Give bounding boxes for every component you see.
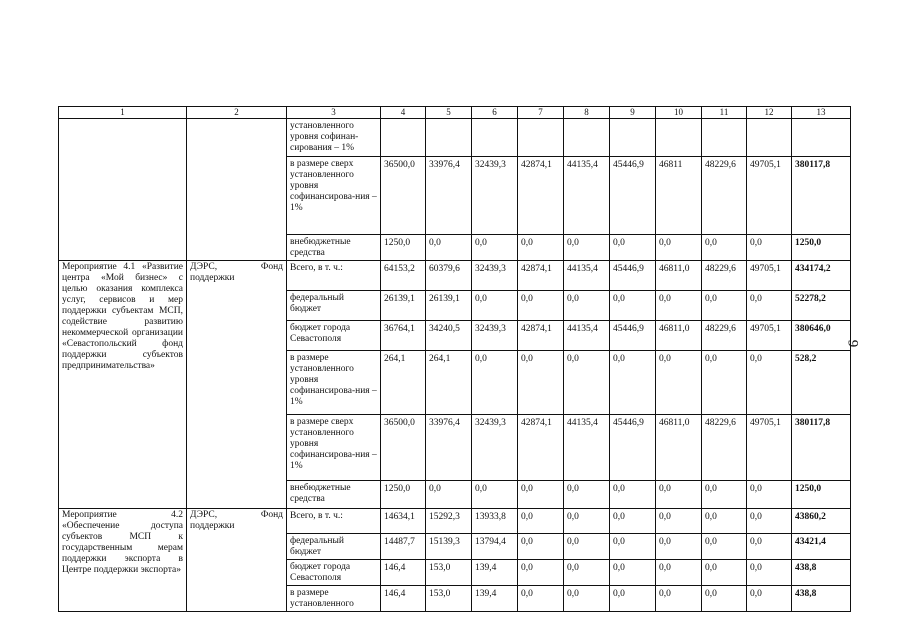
total-value-cell: 43860,2 — [792, 509, 851, 534]
year-value-cell: 0,0 — [656, 509, 702, 534]
year-value-cell: 0,0 — [426, 235, 472, 261]
year-value-cell: 264,1 — [426, 351, 472, 415]
year-value-cell: 45446,9 — [610, 157, 656, 235]
financing-table — [58, 106, 851, 612]
year-value-cell: 0,0 — [564, 509, 610, 534]
funding-source-cell: внебюджетные средства — [287, 235, 381, 261]
year-value-cell: 0,0 — [518, 534, 564, 560]
year-value-cell — [381, 119, 426, 157]
year-value-cell: 0,0 — [747, 534, 792, 560]
year-value-cell: 32439,3 — [472, 415, 518, 481]
year-value-cell: 0,0 — [518, 586, 564, 612]
year-value-cell: 15292,3 — [426, 509, 472, 534]
year-value-cell: 48229,6 — [702, 415, 747, 481]
year-value-cell: 46811,0 — [656, 261, 702, 291]
year-value-cell: 64153,2 — [381, 261, 426, 291]
year-value-cell: 153,0 — [426, 586, 472, 612]
total-value-cell: 1250,0 — [792, 481, 851, 509]
year-value-cell: 0,0 — [564, 351, 610, 415]
year-value-cell: 139,4 — [472, 586, 518, 612]
total-value-cell: 528,2 — [792, 351, 851, 415]
year-value-cell: 14487,7 — [381, 534, 426, 560]
year-value-cell: 139,4 — [472, 560, 518, 586]
column-number: 8 — [564, 107, 610, 119]
year-value-cell: 0,0 — [656, 560, 702, 586]
executor-cell — [187, 119, 287, 261]
column-number: 2 — [187, 107, 287, 119]
year-value-cell: 0,0 — [518, 351, 564, 415]
table-row — [59, 509, 851, 534]
year-value-cell: 36500,0 — [381, 415, 426, 481]
column-number: 1 — [59, 107, 187, 119]
year-value-cell: 44135,4 — [564, 321, 610, 351]
table-body — [59, 107, 851, 612]
funding-source-cell: в размере сверх установленного уровня софинансирова-ния – 1% — [287, 157, 381, 235]
year-value-cell — [426, 119, 472, 157]
year-value-cell: 0,0 — [702, 291, 747, 321]
total-value-cell: 380117,8 — [792, 157, 851, 235]
year-value-cell: 1250,0 — [381, 235, 426, 261]
total-value-cell: 43421,4 — [792, 534, 851, 560]
year-value-cell — [472, 119, 518, 157]
year-value-cell: 0,0 — [656, 481, 702, 509]
total-value-cell: 380646,0 — [792, 321, 851, 351]
year-value-cell: 33976,4 — [426, 415, 472, 481]
total-value-cell: 380117,8 — [792, 415, 851, 481]
total-value-cell — [792, 119, 851, 157]
year-value-cell: 0,0 — [610, 534, 656, 560]
year-value-cell: 45446,9 — [610, 415, 656, 481]
executor-cell: ДЭРС, Фонд поддержки — [187, 509, 287, 612]
year-value-cell: 14634,1 — [381, 509, 426, 534]
year-value-cell: 0,0 — [702, 509, 747, 534]
funding-source-cell: федеральный бюджет — [287, 291, 381, 321]
year-value-cell: 146,4 — [381, 560, 426, 586]
year-value-cell: 26139,1 — [381, 291, 426, 321]
year-value-cell: 0,0 — [472, 235, 518, 261]
total-value-cell: 1250,0 — [792, 235, 851, 261]
year-value-cell: 264,1 — [381, 351, 426, 415]
year-value-cell — [702, 119, 747, 157]
year-value-cell: 42874,1 — [518, 321, 564, 351]
activity-cell: Мероприятие 4.2 «Обеспечение доступа субъектов МСП к государственным мерам поддержки экспорта в Центре поддержки экспорта» — [59, 509, 187, 612]
year-value-cell: 34240,5 — [426, 321, 472, 351]
year-value-cell: 0,0 — [702, 534, 747, 560]
year-value-cell: 0,0 — [747, 481, 792, 509]
year-value-cell: 0,0 — [656, 291, 702, 321]
year-value-cell: 13933,8 — [472, 509, 518, 534]
funding-source-cell: бюджет города Севастополя — [287, 321, 381, 351]
year-value-cell: 46811,0 — [656, 321, 702, 351]
year-value-cell: 0,0 — [610, 235, 656, 261]
table-row — [59, 119, 851, 157]
year-value-cell: 0,0 — [656, 351, 702, 415]
year-value-cell: 42874,1 — [518, 261, 564, 291]
year-value-cell: 26139,1 — [426, 291, 472, 321]
total-value-cell: 438,8 — [792, 560, 851, 586]
table-row — [59, 261, 851, 291]
column-number: 13 — [792, 107, 851, 119]
year-value-cell: 0,0 — [702, 481, 747, 509]
funding-source-cell: установленного уровня софинан-сирования – 1% — [287, 119, 381, 157]
total-value-cell: 438,8 — [792, 586, 851, 612]
year-value-cell: 0,0 — [610, 481, 656, 509]
year-value-cell: 0,0 — [610, 351, 656, 415]
year-value-cell: 0,0 — [610, 509, 656, 534]
year-value-cell: 49705,1 — [747, 261, 792, 291]
year-value-cell: 0,0 — [656, 235, 702, 261]
year-value-cell: 44135,4 — [564, 261, 610, 291]
year-value-cell: 0,0 — [518, 291, 564, 321]
column-number: 6 — [472, 107, 518, 119]
year-value-cell: 44135,4 — [564, 157, 610, 235]
total-value-cell: 52278,2 — [792, 291, 851, 321]
column-number: 3 — [287, 107, 381, 119]
year-value-cell — [564, 119, 610, 157]
year-value-cell: 48229,6 — [702, 157, 747, 235]
year-value-cell: 0,0 — [564, 534, 610, 560]
total-value-cell: 434174,2 — [792, 261, 851, 291]
year-value-cell: 48229,6 — [702, 261, 747, 291]
year-value-cell: 32439,3 — [472, 261, 518, 291]
year-value-cell: 32439,3 — [472, 157, 518, 235]
funding-source-cell: федеральный бюджет — [287, 534, 381, 560]
year-value-cell: 0,0 — [747, 235, 792, 261]
year-value-cell: 46811 — [656, 157, 702, 235]
year-value-cell: 0,0 — [564, 235, 610, 261]
year-value-cell: 0,0 — [564, 560, 610, 586]
year-value-cell: 0,0 — [518, 560, 564, 586]
column-number: 10 — [656, 107, 702, 119]
year-value-cell — [656, 119, 702, 157]
year-value-cell: 45446,9 — [610, 261, 656, 291]
year-value-cell: 44135,4 — [564, 415, 610, 481]
year-value-cell: 42874,1 — [518, 415, 564, 481]
year-value-cell: 0,0 — [564, 481, 610, 509]
year-value-cell: 0,0 — [610, 586, 656, 612]
year-value-cell: 0,0 — [747, 291, 792, 321]
year-value-cell: 0,0 — [426, 481, 472, 509]
year-value-cell: 0,0 — [564, 586, 610, 612]
year-value-cell: 0,0 — [656, 534, 702, 560]
column-number: 9 — [610, 107, 656, 119]
year-value-cell: 36764,1 — [381, 321, 426, 351]
funding-source-cell: Всего, в т. ч.: — [287, 261, 381, 291]
year-value-cell: 0,0 — [702, 586, 747, 612]
year-value-cell: 0,0 — [702, 351, 747, 415]
year-value-cell: 13794,4 — [472, 534, 518, 560]
year-value-cell: 0,0 — [702, 560, 747, 586]
year-value-cell: 15139,3 — [426, 534, 472, 560]
year-value-cell: 36500,0 — [381, 157, 426, 235]
year-value-cell: 49705,1 — [747, 415, 792, 481]
year-value-cell: 0,0 — [472, 351, 518, 415]
year-value-cell: 0,0 — [564, 291, 610, 321]
column-number-row — [59, 107, 851, 119]
year-value-cell: 0,0 — [472, 481, 518, 509]
year-value-cell: 48229,6 — [702, 321, 747, 351]
funding-source-cell: в размере установленного — [287, 586, 381, 612]
funding-source-cell: в размере сверх установленного уровня софинансирова-ния – 1% — [287, 415, 381, 481]
year-value-cell: 0,0 — [610, 291, 656, 321]
year-value-cell: 45446,9 — [610, 321, 656, 351]
year-value-cell: 0,0 — [747, 509, 792, 534]
year-value-cell: 32439,3 — [472, 321, 518, 351]
column-number: 11 — [702, 107, 747, 119]
year-value-cell: 0,0 — [518, 235, 564, 261]
funding-source-cell: внебюджетные средства — [287, 481, 381, 509]
year-value-cell — [747, 119, 792, 157]
year-value-cell: 46811,0 — [656, 415, 702, 481]
column-number: 4 — [381, 107, 426, 119]
year-value-cell: 153,0 — [426, 560, 472, 586]
year-value-cell — [518, 119, 564, 157]
funding-source-cell: Всего, в т. ч.: — [287, 509, 381, 534]
executor-cell: ДЭРС, Фонд поддержки — [187, 261, 287, 509]
column-number: 7 — [518, 107, 564, 119]
year-value-cell — [610, 119, 656, 157]
year-value-cell: 60379,6 — [426, 261, 472, 291]
year-value-cell: 0,0 — [747, 560, 792, 586]
activity-cell — [59, 119, 187, 261]
year-value-cell: 0,0 — [656, 586, 702, 612]
year-value-cell: 0,0 — [702, 235, 747, 261]
funding-source-cell: бюджет города Севастополя — [287, 560, 381, 586]
year-value-cell: 1250,0 — [381, 481, 426, 509]
year-value-cell: 33976,4 — [426, 157, 472, 235]
year-value-cell: 0,0 — [747, 351, 792, 415]
year-value-cell: 0,0 — [518, 481, 564, 509]
document-table-area — [58, 106, 850, 612]
year-value-cell: 49705,1 — [747, 157, 792, 235]
year-value-cell: 42874,1 — [518, 157, 564, 235]
year-value-cell: 0,0 — [610, 560, 656, 586]
year-value-cell: 49705,1 — [747, 321, 792, 351]
column-number: 12 — [747, 107, 792, 119]
year-value-cell: 0,0 — [472, 291, 518, 321]
activity-cell: Мероприятие 4.1 «Развитие центра «Мой бизнес» с целью оказания комплекса услуг, сервисов и мер поддержки субъектам МСП, содействие развитию некоммерческой организации «Севастопольский фонд поддержки субъектов предпринимательства» — [59, 261, 187, 509]
page-number: 9 — [844, 339, 861, 348]
year-value-cell: 0,0 — [747, 586, 792, 612]
funding-source-cell: в размере установленного уровня софинансирова-ния – 1% — [287, 351, 381, 415]
column-number: 5 — [426, 107, 472, 119]
year-value-cell: 146,4 — [381, 586, 426, 612]
year-value-cell: 0,0 — [518, 509, 564, 534]
